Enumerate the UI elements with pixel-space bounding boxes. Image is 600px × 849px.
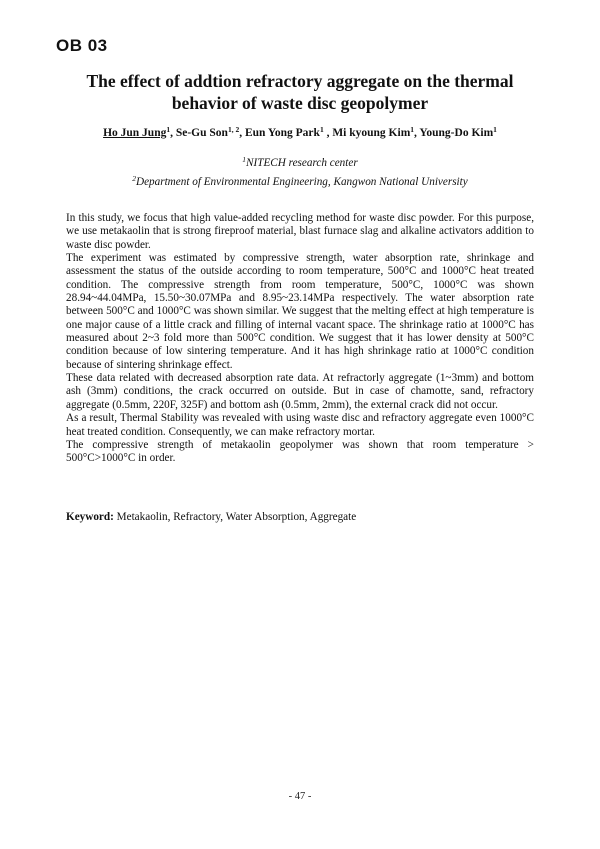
author-affiliation-mark: 1 <box>410 125 415 134</box>
abstract-paragraph: The compressive strength of metakaolin geopolymer was shown that room temperature > 500°C>1000°C in order. <box>66 438 534 465</box>
session-code: OB 03 <box>56 36 108 55</box>
affiliation <box>40 152 560 171</box>
author-name: Ho Jun Jung <box>103 127 167 139</box>
author-affiliation-mark: 1 <box>319 125 324 134</box>
affiliation-text: Department of Environmental Engineering, Kangwon National University <box>135 176 468 188</box>
abstract-paragraph: As a result, Thermal Stability was revealed with using waste disc and refractory aggregate even 1000°C heat treated condition. Consequently, we can make refractory mortar. <box>66 412 534 438</box>
keywords <box>66 511 534 523</box>
keywords-text: Metakaolin, Refractory, Water Absorption, Aggregate <box>116 511 357 523</box>
paper-title <box>60 70 540 114</box>
author-name: Mi kyoung Kim <box>332 127 411 139</box>
author-name: Eun Yong Park <box>244 127 320 139</box>
affiliation-text: NITECH research center <box>246 157 358 169</box>
affiliation-mark: 2 <box>132 174 136 183</box>
abstract-paragraph: The experiment was estimated by compressive strength, water absorption rate, shrinkage and assessment the status of the outside according to room temperature, 500°C and 1000°C heat treated condition. The compressive strength from room temperature, 500°C, 1000°C was shown 28.94~44.04MPa, 15.50~30.07MPa and 8.95~23.14MPa respectively. The water absorption rate between 500°C and 1000°C was shown similar. We suggest that the melting effect at high temperature is one major cause of a little crack and filling of internal vacant space. The shrinkage ratio at 1000°C has measured about 2~3 fold more than 500°C condition. We suggest that it has lower density at 500°C condition because of low sintering temperature. And it has high shrinkage ratio at 1000°C condition because of sintering shrinkage effect. <box>66 252 534 371</box>
affiliation <box>40 171 560 190</box>
abstract-paragraph: These data related with decreased absorption rate data. At refractorly aggregate (1~3mm) and bottom ash (3mm) conditions, the crack occurred on outside. But in case of chamotte, sand, refractory aggregate (0.5mm, 220F, 325F) and bottom ash (0.5mm, 2mm), the external crack did not occur. <box>66 372 534 411</box>
keywords-label: Keyword: <box>66 511 114 523</box>
author-affiliation-mark: 1, 2 <box>227 125 240 134</box>
author-affiliation-mark: 1 <box>166 125 171 134</box>
affiliation-list <box>40 152 560 190</box>
title-line-1: The effect of addtion refractory aggregate on the thermal <box>86 71 514 91</box>
author-name: Se-Gu Son <box>175 127 228 139</box>
author-list: Ho Jun Jung$^1$, Se-Gu Son$^{1, 2}$, Eun Yong Park$^1$ , Mi kyoung Kim$^1$, Young-Do Kim$^1$ <box>103 125 497 139</box>
abstract-paragraph: In this study, we focus that high value-added recycling method for waste disc powder. For this purpose, we use metakaolin that is strong fireproof material, blast furnace slag and alkaline activators addition to waste disc powder. <box>66 212 534 251</box>
title-line-2: behavior of waste disc geopolymer <box>171 93 429 113</box>
author-affiliation-mark: 1 <box>493 125 497 134</box>
affiliation-mark: 1 <box>242 155 247 164</box>
page-number: - 47 - <box>288 791 312 802</box>
author-name: Young-Do Kim <box>419 127 494 139</box>
abstract-body <box>66 212 534 466</box>
